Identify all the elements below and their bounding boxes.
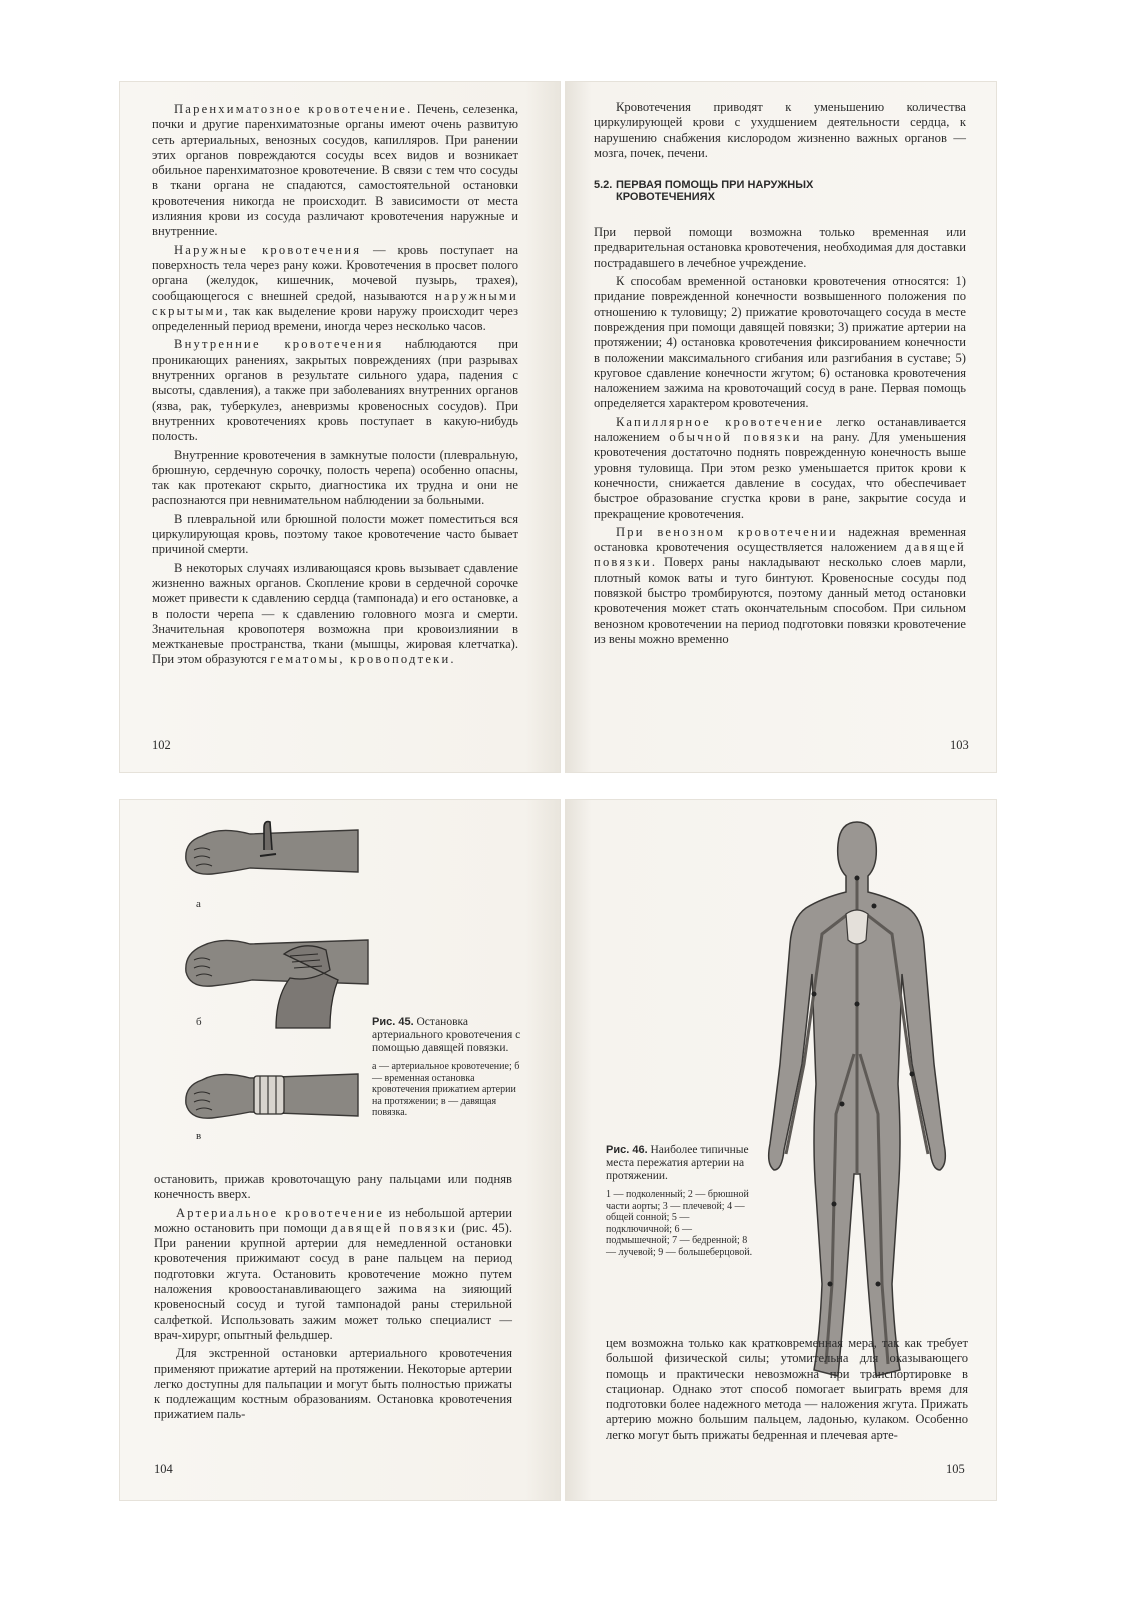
- page-104: [120, 800, 560, 1500]
- paragraph-lead: Наружные кровотечения: [174, 242, 362, 257]
- paragraph: К способам временной остановки кровотечения относятся: 1) придание поврежденной конечности возвышенного положения по отношению к туловищу; 2) прижатие кровоточащего сосуда в месте повреждения при помощи давящей повязки; 3) прижатие артерии на протяжении; 4) остановка кровотечения фиксированием конечности в положении максимального сгибания или разгибания в суставе; 5) круговое сдавление конечности жгутом; 6) остановка кровотечения наложением зажима на кровоточащий сосуд в ране. Первая помощь определяется характером кровотечения.: [594, 274, 966, 411]
- emphasis: давящей повязки: [331, 1220, 458, 1235]
- paragraph: Внутренние кровотечения наблюдаются при проникающих ранениях, закрытых повреждениях (при разрывах внутренних органов в результате сильного удара, падения с высоты, сдавления), а также при заболеваниях внутренних органов (язва, рак, туберкулез, аневризмы кровеносных сосудов). При внутренних кровотечениях кровь поступает в какую-нибудь полость.: [152, 337, 518, 444]
- paragraph: Внутренние кровотечения в замкнутые полости (плевральную, брюшную, сердечную сорочку, полость черепа) особенно опасны, так как протекают скрыто, диагностика их трудна и они не распознаются при невнимательном наблюдении за больными.: [152, 447, 518, 508]
- section-body: [594, 225, 966, 647]
- figure-45-caption: Рис. 45. Остановка артериального кровотечения с помощью давящей повязки. а — артериальное кровотечение; б — временная остановка кровотечения прижатием артерии на протяжении; в — давящая повязка.: [372, 1016, 521, 1118]
- figure-45c-pressure-bandage: [180, 1060, 360, 1130]
- paragraph: В некоторых случаях изливающаяся кровь вызывает сдавление жизненно важных органов. Скопление крови в сердечной сорочке может привести к сдавлению сердца (тампонада) и его остановке, а в полости черепа — к сдавлению головного мозга и смерти. Значительная кровопотеря возможна при кровоизлиянии в межтканевые пространства, ткани (мышцы, жировая клетчатка). При этом образуются гематомы, кровоподтеки.: [152, 560, 518, 667]
- paragraph: цем возможна только как кратковременная мера, так как требует большой физической силы; утомительна для оказывающего помощь и практически невозможна при транспортировке в стационар. Однако этот способ помогает выиграть время для подготовки более надежного метода — наложения жгута. Прижать артерию можно большим пальцем, ладонью, кулаком. Особенно легко могут быть прижаты бедренная и плечевая арте-: [606, 1336, 968, 1442]
- page-number: 103: [950, 738, 969, 752]
- figure-label-c: в: [196, 1130, 202, 1142]
- figure-46-caption: Рис. 46. Наиболее типичные места пережатия артерии на протяжении. 1 — подколенный; 2 — брюшной части аорты; 3 — плечевой; 4 — общей сонной; 5 — подключичной; 6 — подмышечной; 7 — бедренной; 8 — лучевой; 9 — большеберцовой.: [606, 1144, 753, 1258]
- page-103: [566, 82, 996, 772]
- page-number: 102: [152, 738, 171, 752]
- paragraph: При венозном кровотечении надежная временная остановка кровотечения осуществляется наложением давящей повязки. Поверх раны накладывают несколько слоев марли, плотный комок ваты и туго бинтуют. Кровеносные сосуды под повязкой быстро тромбируются, поэтому данный метод остановки кровотечения может стать окончательным способом. При сильном венозном кровотечении на период подготовки повязки кровотечение из вены можно временно: [594, 524, 966, 646]
- emphasis: давящей повязки: [594, 540, 966, 570]
- paragraph: Кровотечения приводят к уменьшению количества циркулирующей крови с ухудшением деятельности сердца, к нарушению снабжения кислородом жизненно важных органов — мозга, почек, печени.: [594, 100, 966, 160]
- page-102-text: [152, 102, 518, 671]
- paragraph: Наружные кровотечения — кровь поступает на поверхность тела через рану кожи. Кровотечения в просвет полого органа (желудок, кишечник, мочевой пузырь, трахея), сообщающегося с внешней средой, называются наружными скрытыми, так как выделение крови наружу происходит через определенный период времени, иногда через несколько часов.: [152, 242, 518, 334]
- page-105-text: [606, 1336, 968, 1446]
- paragraph-lead: Артериальное кровотечение: [176, 1205, 385, 1220]
- emphasis: гематомы, кровоподтеки: [270, 652, 451, 667]
- paragraph-lead: Капиллярное кровотечение: [616, 414, 825, 429]
- page-104-text: [154, 1172, 512, 1426]
- figure-46-human-body-arteries: [762, 814, 952, 1394]
- paragraph-lead: Внутренние кровотечения: [174, 337, 384, 352]
- paragraph: остановить, прижав кровоточащую рану пальцами или подняв конечность вверх.: [154, 1172, 512, 1202]
- section-heading: 5.2. ПЕРВАЯ ПОМОЩЬ ПРИ НАРУЖНЫХ КРОВОТЕЧЕНИЯХ: [594, 179, 814, 204]
- emphasis: наружными скрытыми: [152, 288, 518, 318]
- figure-45a-arm-bleeding: [180, 816, 360, 886]
- paragraph-lead: Паренхиматозное кровотечение.: [174, 102, 413, 116]
- paragraph: Артериальное кровотечение из небольшой артерии можно остановить при помощи давящей повязки (рис. 45). При ранении крупной артерии для немедленной остановки кровотечения прижимают сосуд в ране пальцем на период подготовки жгута. Остановить кровотечение можно путем наложения кровоостанавливающего зажима на зияющий кровеносный сосуд и тугой тампонадой раны стерильной салфеткой. Использовать зажим может только специалист — врач-хирург, опытный фельдшер.: [154, 1205, 512, 1342]
- paragraph: При первой помощи возможна только временная или предварительная остановка кровотечения, необходимая для доставки пострадавшего в лечебное учреждение.: [594, 225, 966, 270]
- page-105: [566, 800, 996, 1500]
- paragraph: Для экстренной остановки артериального кровотечения применяют прижатие артерий на протяжении. Некоторые артерии легко доступны для пальпации и могут быть полностью прижаты к подлежащим костным образованиям. Остановка кровотечения прижатием паль-: [154, 1346, 512, 1422]
- page-102: [120, 82, 560, 772]
- figure-label-b: б: [196, 1016, 202, 1028]
- figure-label-a: а: [196, 898, 201, 910]
- paragraph: Паренхиматозное кровотечение. Печень, селезенка, почки и другие паренхиматозные органы имеют очень развитую сеть артериальных, венозных сосудов, капилляров. При ранении этих органов повреждаются сосуды всех видов и возникает обильное паренхиматозное кровотечение. В связи с тем что сосуды в ткани органа не спадаются, самостоятельной остановки кровотечения никогда не происходит. В зависимости от места излияния крови из сосуда различают кровотечения наружные и внутренние.: [152, 102, 518, 239]
- paragraph: В плевральной или брюшной полости может поместиться вся циркулирующая кровь, поэтому такое кровотечение часто бывает причиной смерти.: [152, 511, 518, 557]
- paragraph: Капиллярное кровотечение легко останавливается наложением обычной повязки на рану. Для уменьшения кровотечения достаточно поднять поврежденную конечность выше уровня туловища. При этом резко уменьшается приток крови к конечности, снижается давление в сосудах, что обеспечивает быстрое образование сгустка крови в ране, закрытие сосуда и прекращение кровотечения.: [594, 414, 967, 521]
- page-103-text: [594, 100, 966, 650]
- paragraph-lead: При венозном кровотечении: [616, 524, 838, 539]
- emphasis: обычной повязки: [669, 430, 802, 445]
- page-number: 105: [946, 1462, 965, 1476]
- figure-45b-artery-compression: [180, 930, 370, 1030]
- page-number: 104: [154, 1462, 173, 1476]
